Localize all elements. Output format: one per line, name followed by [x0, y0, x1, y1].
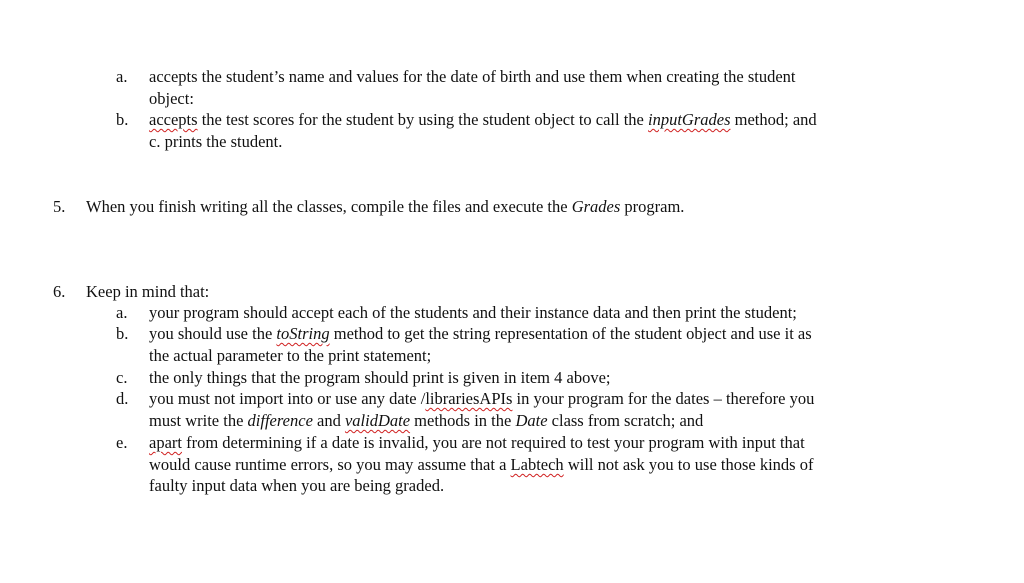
list-number: 5.	[53, 197, 66, 216]
text-line: apart from determining if a date is invalid, you are not required to test your program with input that	[149, 433, 805, 452]
list-marker: b.	[116, 324, 129, 343]
text-line: your program should accept each of the students and their instance data and then print the student;	[149, 303, 797, 322]
text-line: you must not import into or use any date /librariesAPIs in your program for the dates – therefore you	[149, 389, 815, 408]
list-number: 6.	[53, 282, 66, 301]
item-heading: Keep in mind that:	[86, 282, 210, 301]
spellcheck-word: validDate	[344, 411, 411, 430]
list-marker: a.	[116, 303, 128, 322]
spellcheck-word: accepts	[149, 110, 198, 129]
spellcheck-word: toString	[276, 324, 330, 343]
list-marker: c.	[116, 368, 128, 387]
spellcheck-word: librariesAPIs	[425, 389, 513, 408]
text-line: object:	[149, 89, 194, 108]
text-line: the actual parameter to the print statement;	[149, 346, 432, 365]
spellcheck-word: apart	[149, 433, 182, 452]
text-line: you should use the toString method to get the string representation of the student object and use it as	[149, 324, 812, 343]
list-marker: b.	[116, 110, 129, 129]
list-marker: a.	[116, 67, 128, 86]
text-line: would cause runtime errors, so you may assume that a Labtech will not ask you to use those kinds of	[149, 455, 814, 474]
text-line: When you finish writing all the classes, compile the files and execute the Grades program.	[86, 197, 685, 216]
list-marker: e.	[116, 433, 128, 452]
text-line: the only things that the program should print is given in item 4 above;	[149, 368, 611, 387]
text-line: must write the difference and validDate methods in the Date class from scratch; and	[149, 411, 704, 430]
spellcheck-word: Labtech	[510, 455, 564, 474]
text-line: accepts the test scores for the student by using the student object to call the inputGrades method; and	[149, 110, 817, 129]
spellcheck-word: inputGrades	[648, 110, 731, 129]
text-line: faulty input data when you are being graded.	[149, 476, 445, 495]
text-line: accepts the student’s name and values for the date of birth and use them when creating the student	[149, 67, 796, 86]
text-line: c. prints the student.	[149, 132, 283, 151]
list-marker: d.	[116, 389, 129, 408]
